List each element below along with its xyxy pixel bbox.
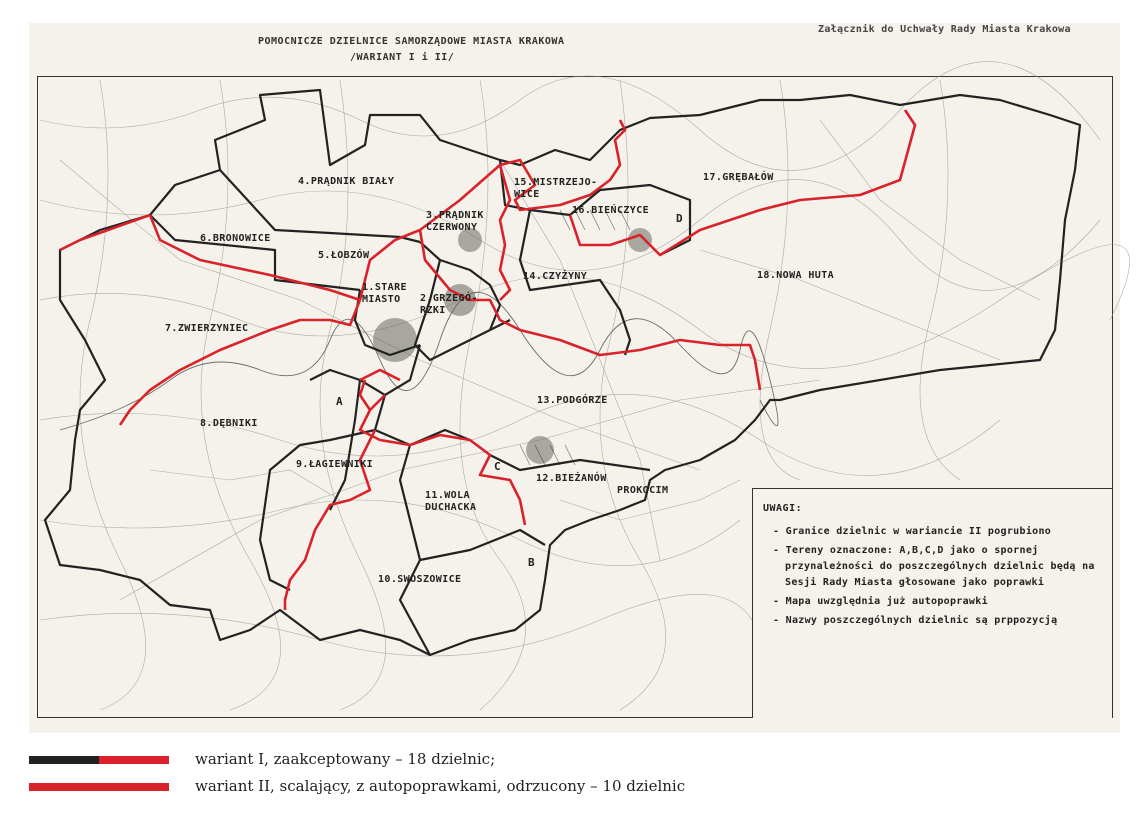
notes-title: UWAGI: bbox=[763, 503, 803, 514]
district-label-pradnik-bialy: 4.PRĄDNIK BIAŁY bbox=[298, 176, 395, 187]
district-label-zwierzyniec: 7.ZWIERZYNIEC bbox=[165, 323, 249, 334]
district-label-biezanow: 12.BIEŻANÓW bbox=[536, 473, 607, 484]
hatched-contested-zones bbox=[520, 210, 630, 465]
district-label-bienczyce: 16.BIEŃCZYCE bbox=[572, 205, 650, 216]
notes-item: - Mapa uwzględnia już autopoprawki bbox=[773, 596, 988, 607]
district-label-prokocim: PROKOCIM bbox=[617, 485, 669, 496]
legend-swatch-variant-one bbox=[29, 756, 169, 764]
district-label-nowa-huta: 18.NOWA HUTA bbox=[757, 270, 835, 281]
district-label-podgorze: 13.PODGÓRZE bbox=[537, 395, 608, 406]
river-vistula bbox=[60, 292, 778, 430]
district-label-debniki: 8.DĘBNIKI bbox=[200, 418, 258, 429]
annex-note: Załącznik do Uchwały Rady Miasta Krakowa bbox=[818, 24, 1071, 35]
legend-row-variant-two bbox=[29, 777, 169, 797]
map-title: POMOCNICZE DZIELNICE SAMORZĄDOWE MIASTA KRAKOWA bbox=[258, 36, 565, 47]
district-label-stare-miasto: 1.STARE MIASTO bbox=[362, 282, 407, 305]
district-label-czyzyny: 14.CZYŻYNY bbox=[523, 271, 588, 282]
legend-swatch-variant-two bbox=[29, 783, 169, 791]
contested-area-b: B bbox=[528, 556, 535, 569]
notes-box bbox=[752, 488, 1112, 718]
district-label-lobzow: 5.ŁOBZÓW bbox=[318, 250, 370, 261]
district-label-wola-duchacka: 11.WOLA DUCHACKA bbox=[425, 490, 477, 513]
district-label-mistrzejowice: 15.MISTRZEJO- WICE bbox=[514, 177, 598, 200]
contested-area-a: A bbox=[336, 395, 343, 408]
district-label-swoszowice: 10.SWOSZOWICE bbox=[378, 574, 462, 585]
legend-text-variant-two: wariant II, scalający, z autopoprawkami, odrzucony – 10 dzielnic bbox=[195, 777, 686, 795]
notes-item: - Nazwy poszczególnych dzielnic są prppozycją bbox=[773, 615, 1058, 626]
map-subtitle: /WARIANT I i II/ bbox=[350, 52, 455, 63]
district-label-grzegorzki: 2.GRZEGÓ- RZKI bbox=[420, 293, 478, 316]
contested-area-d: D bbox=[676, 212, 683, 225]
legend-row-variant-one bbox=[29, 750, 169, 770]
legend-text-variant-one: wariant I, zaakceptowany – 18 dzielnic; bbox=[195, 750, 496, 768]
notes-item: - Granice dzielnic w wariancie II pogrubiono bbox=[773, 526, 1052, 537]
district-label-bronowice: 6.BRONOWICE bbox=[200, 233, 271, 244]
district-label-grebalow: 17.GRĘBAŁÓW bbox=[703, 172, 774, 183]
district-label-pradnik-czerwony: 3.PRĄDNIK CZERWONY bbox=[426, 210, 484, 233]
district-label-lagiewniki: 9.ŁAGIEWNIKI bbox=[296, 459, 374, 470]
contested-area-c: C bbox=[494, 460, 501, 473]
notes-item: - Tereny oznaczone: A,B,C,D jako o spornej przynależności do poszczególnych dzielnic będą na Sesji Rady Miasta głosowane jako poprawki bbox=[773, 545, 1095, 588]
